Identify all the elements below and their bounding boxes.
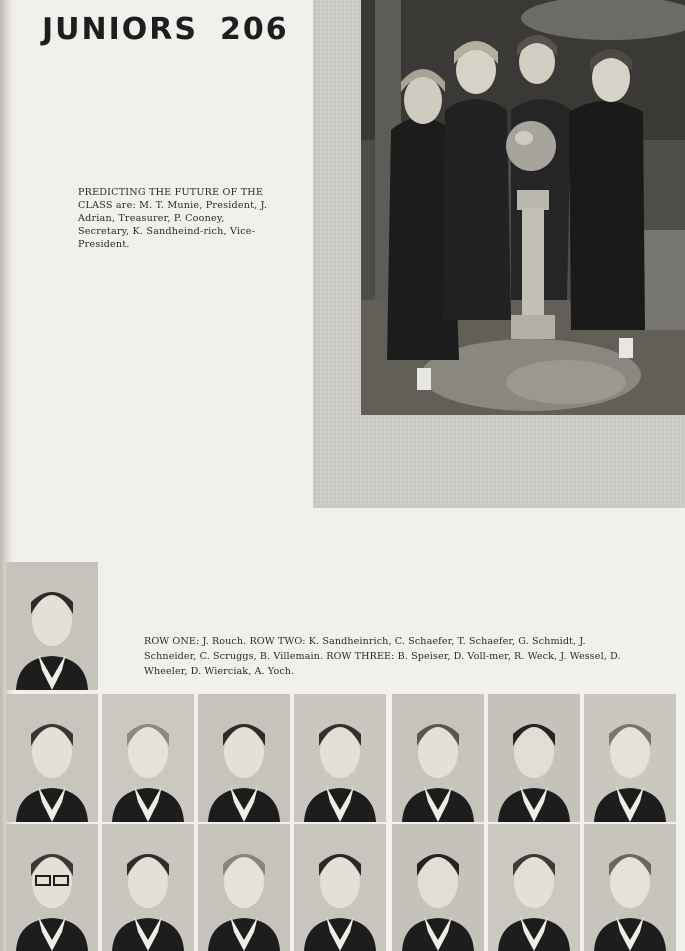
- portrait-row-two-5: [392, 694, 484, 822]
- portrait-row-three-2: [102, 824, 194, 951]
- portrait-row-two-2: [102, 694, 194, 822]
- portrait-row-two-6: [488, 694, 580, 822]
- portrait-row-three-6: [488, 824, 580, 951]
- portrait-row-three-5: [392, 824, 484, 951]
- portrait-row-two-1: [6, 694, 98, 822]
- section-title: JUNIORS: [42, 12, 199, 47]
- portrait-row-two-4: [294, 694, 386, 822]
- page-number: 206: [220, 12, 289, 47]
- group-photo: [361, 0, 685, 415]
- roster-caption: ROW ONE: J. Rouch. ROW TWO: K. Sandheinrich, C. Schaefer, T. Schaefer, G. Schmidt, J. Schneider, C. Scruggs, B. Villemain. ROW THREE: B. Speiser, D. Voll-mer, R. Weck, J. Wessel, D. Wheeler, D. Wierciak, A. Yoch.: [144, 636, 621, 677]
- portrait-row-three-7: [584, 824, 676, 951]
- portrait-row-one-1: [6, 562, 98, 690]
- portrait-row-three-1: [6, 824, 98, 951]
- portrait-row-three-3: [198, 824, 290, 951]
- portrait-row-two-7: [584, 694, 676, 822]
- page-heading: [42, 12, 289, 47]
- group-photo-caption: PREDICTING THE FUTURE OF THE CLASS are: M. T. Munie, President, J. Adrian, Treasurer, P. Cooney, Secretary, K. Sandheind-rich, Vice-President.: [78, 187, 268, 250]
- portrait-row-three-4: [294, 824, 386, 951]
- portrait-row-two-3: [198, 694, 290, 822]
